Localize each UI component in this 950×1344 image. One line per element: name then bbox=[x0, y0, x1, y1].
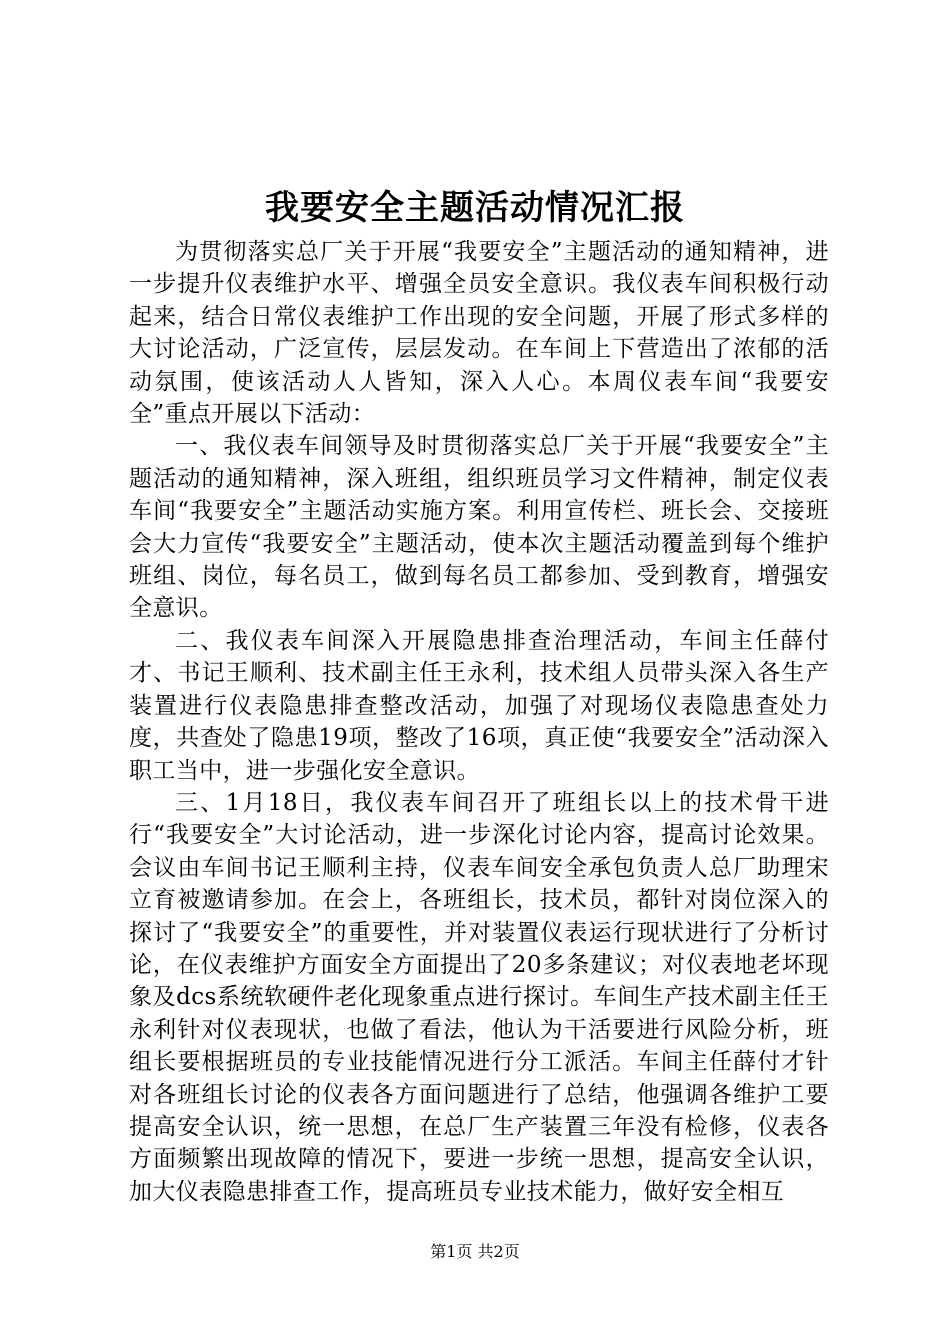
paragraph-section-1: 一、我仪表车间领导及时贯彻落实总厂关于开展“我要安全”主题活动的通知精神，深入班组，组织班员学习文件精神，制定仪表车间“我要安全”主题活动实施方案。利用宣传栏、班长会、交接班会大力宣传“我要安全”主题活动，使本次主题活动覆盖到每个维护班组、岗位，每名员工，做到每名员工都参加、受到教育，增强安全意识。 bbox=[129, 433, 829, 622]
paragraph-section-3: 三、1月18日，我仪表车间召开了班组长以上的技术骨干进行“我要安全”大讨论活动，进一步深化讨论内容，提高讨论效果。会议由车间书记王顺利主持，仪表车间安全承包负责人总厂助理宋立育被邀请参加。在会上，各班组长，技术员，都针对岗位深入的探讨了“我要安全”的重要性，并对装置仪表运行现状进行了分析讨论，在仪表维护方面安全方面提出了20多条建议；对仪表地老坏现象及dcs系统软硬件老化现象重点进行探讨。车间生产技术副主任王永利针对仪表现状，也做了看法，他认为干活要进行风险分析，班组长要根据班员的专业技能情况进行分工派活。车间主任薛付才针对各班组长讨论的仪表各方面问题进行了总结，他强调各维护工要提高安全认识，统一思想，在总厂生产装置三年没有检修，仪表各方面频繁出现故障的情况下，要进一步统一思想，提高安全认识，加大仪表隐患排查工作，提高班员专业技术能力，做好安全相互 bbox=[129, 789, 829, 1205]
document-title: 我要安全主题活动情况汇报 bbox=[265, 188, 685, 228]
paragraph-section-2: 二、我仪表车间深入开展隐患排查治理活动，车间主任薛付才、书记王顺利、技术副主任王永利，技术组人员带头深入各生产装置进行仪表隐患排查整改活动，加强了对现场仪表隐患查处力度，共查处了隐患19项，整改了16项，真正使“我要安全”活动深入职工当中，进一步强化安全意识。 bbox=[129, 627, 829, 784]
page-number-footer: 第1页 共2页 bbox=[430, 1242, 520, 1261]
paragraph-intro: 为贯彻落实总厂关于开展“我要安全”主题活动的通知精神，进一步提升仪表维护水平、增强全员安全意识。我仪表车间积极行动起来，结合日常仪表维护工作出现的安全问题，开展了形式多样的大讨论活动，广泛宣传，层层发动。在车间上下营造出了浓郁的活动氛围，使该活动人人皆知，深入人心。本周仪表车间“我要安全”重点开展以下活动： bbox=[129, 239, 829, 428]
document-body bbox=[129, 236, 829, 1208]
